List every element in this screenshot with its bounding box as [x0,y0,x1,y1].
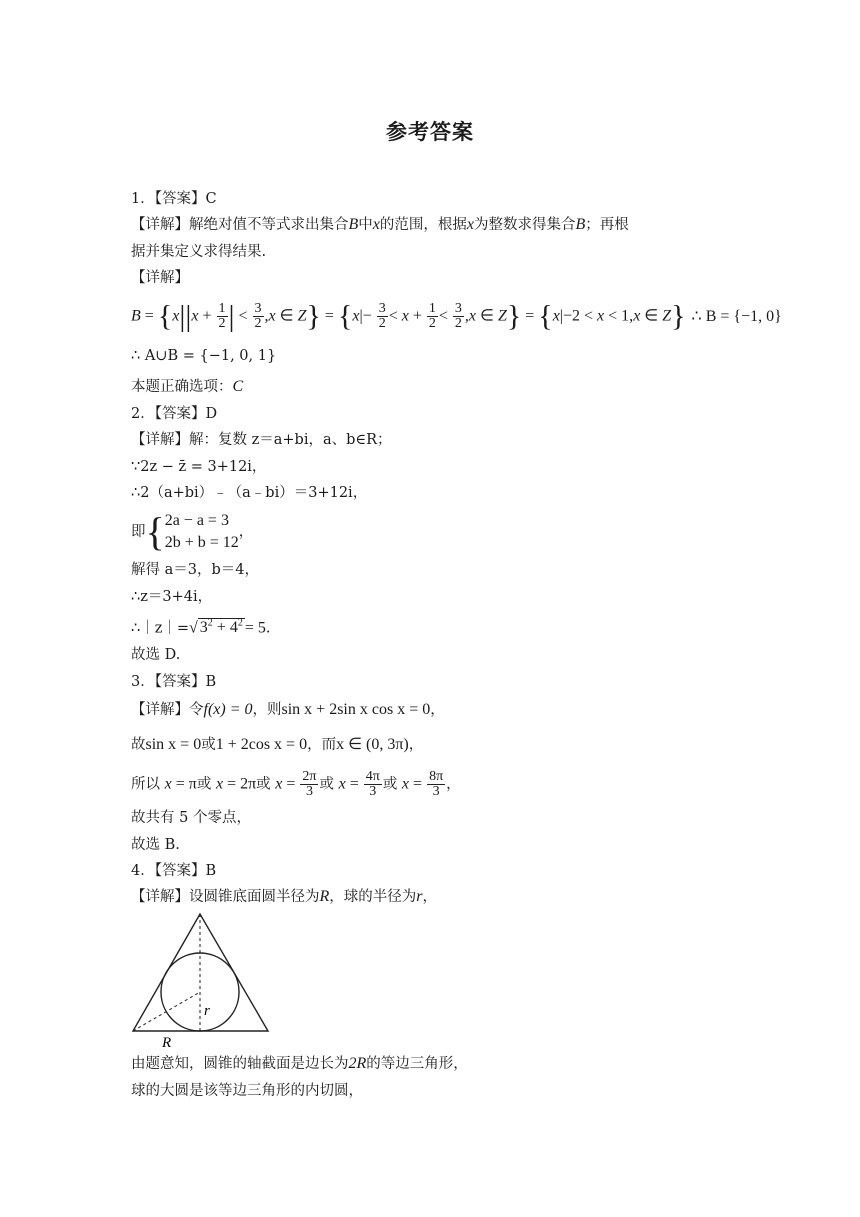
q3-line2: 故sin x = 0或1 + 2cos x = 0，而x ∈ (0, 3π)， [131,736,424,753]
q2-line5: 解得 a＝3，b＝4， [131,562,259,578]
q3-line5: 故选 B. [131,837,180,853]
q2-answer-header: 2．【答案】D [131,406,218,422]
page-title: 参考答案 [386,120,474,144]
figure-label-r: r [204,1003,210,1019]
figure-label-R: R [162,1035,172,1049]
q4-line2: 由题意知，圆锥的轴截面是边长为2R的等边三角形， [131,1055,468,1072]
cone-cross-section-figure [128,909,278,1049]
q2-line2: ∵2z − z̄ = 3+12i， [131,459,267,475]
q1-hint-line1: 【详解】解绝对值不等式求出集合B中x的范围，根据x为整数求得集合B；再根 [131,216,629,233]
q3-line1: 【详解】令f(x) = 0，则sin x + 2sin x cos x = 0， [131,701,445,718]
q4-line1: 【详解】设圆锥底面圆半径为R，球的半径为r， [131,888,438,905]
q1-detail-label: 【详解】 [131,270,189,286]
q1-hint-line2: 据并集定义求得结果. [131,244,267,260]
q1-answer-header: 1．【答案】C [131,191,217,207]
q3-line3: 所以 x = π或 x = 2π或 x = $\frac{2\pi}{3}$ 或 x = $\frac{4\pi}{3}$ 或 x = $\frac{8\pi}{3}$ ， [131,769,461,799]
q1-union-result: ∴ A∪B = {−1, 0, 1} [131,348,277,364]
q3-answer-header: 3．【答案】B [131,674,217,690]
equilateral-triangle [133,914,268,1031]
q2-line6: ∴z＝3+4i， [131,589,213,605]
q1-conclusion: 本题正确选项：C [131,378,244,395]
q1-set-formula: B = {x||x + $\frac{1}{2}$ | < $\frac{3}{2}$ ,x ∈ Z} = {x|− $\frac{3}{2}$ < x + $\frac{1}{2}$ < $\frac{3}{2}$ ,x ∈ Z} = {x|−2 < x < 1,x ∈ Z} ∴ B = {−1, 0} [131,299,782,333]
radius-dashed-line [133,992,200,1031]
q2-system-row2: 2b + b = 12 [164,534,239,551]
q2-system: 即{ 2a − a = 3 2b + b = 12 ， [131,509,254,554]
q2-line8: 故选 D. [131,647,181,663]
q2-system-row1: 2a − a = 3 [164,512,229,529]
q4-answer-header: 4．【答案】B [131,863,217,879]
q2-line3: ∴2（a+bi）﹣（a﹣bi）＝3+12i， [131,485,368,501]
q2-line1: 【详解】解：复数 z＝a+bi，a、b∈R； [131,432,392,448]
q2-line7: ∴｜z｜=√ $3^2 + 4^2 = 5$. [131,618,271,637]
q3-line4: 故共有 5 个零点， [131,810,251,826]
q4-line3: 球的大圆是该等边三角形的内切圆， [131,1083,363,1099]
